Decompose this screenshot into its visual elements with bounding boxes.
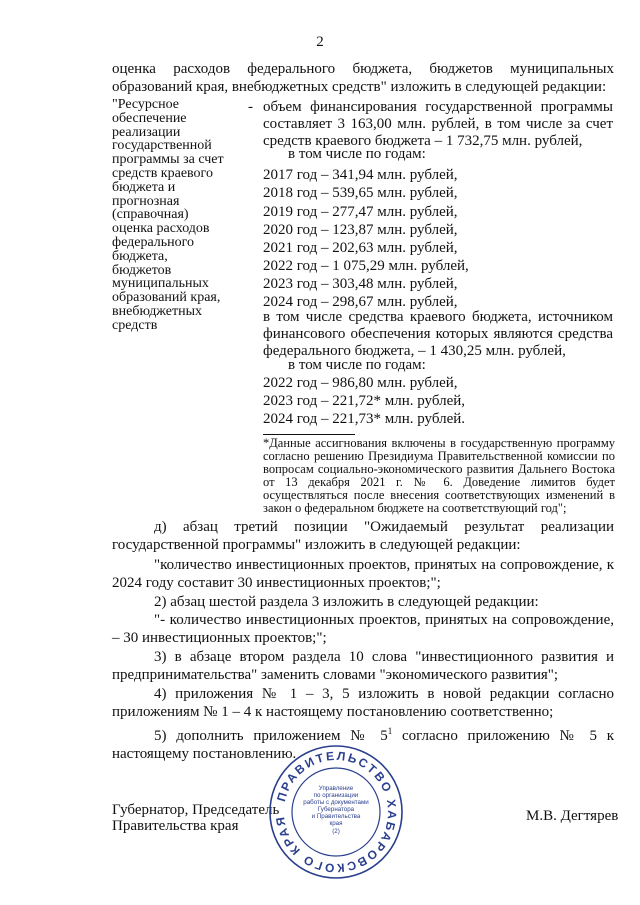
year-row-federal: 2024 год – 221,73* млн. рублей. <box>263 411 466 427</box>
year-row: 2021 год – 202,63 млн. рублей, <box>263 240 458 256</box>
signatory-position: Губернатор, Председатель Правительства края <box>112 802 280 834</box>
paragraph-3: 3) в абзаце втором раздела 10 слова "инвестиционного развития и предпринимательства" заменить словами "экономического развития"; <box>112 649 614 683</box>
signatory-name: М.В. Дегтярев <box>526 808 619 824</box>
year-row: 2018 год – 539,65 млн. рублей, <box>263 185 458 201</box>
footnote: *Данные ассигнования включены в государственную программу согласно решению Президиума Правительственной комиссии по вопросам социально-экономического развития Дальнего Востока от 13 декабря 2021 г. № 6. Доведение лимитов будет осуществляться после внесения соответствующих изменений в закон о федеральном бюджете на соответствующий год"; <box>263 436 615 515</box>
paragraph-d: д) абзац третий позиции "Ожидаемый результат реализации государственной программы" изложить в следующей редакции: <box>112 519 614 553</box>
paragraph-2-quote: "- количество инвестиционных проектов, принятых на сопровождение, – 30 инвестиционных проектов;"; <box>112 612 614 646</box>
svg-text:Губернатора: Губернатора <box>317 806 355 813</box>
year-row-federal: 2023 год – 221,72* млн. рублей, <box>263 393 466 409</box>
federal-funding: в том числе средства краевого бюджета, источником финансового обеспечения которых являются средства федерального бюджета, – 1 430,25 млн. рублей, <box>263 309 613 359</box>
svg-text:и Правительства: и Правительства <box>311 813 361 820</box>
paragraph-2: 2) абзац шестой раздела 3 изложить в следующей редакции: <box>154 594 539 610</box>
year-row: 2022 год – 1 075,29 млн. рублей, <box>263 258 469 274</box>
paragraph-5-start: 5) дополнить приложением № 5 <box>154 728 388 744</box>
svg-text:Управление: Управление <box>318 785 354 792</box>
svg-text:работы с документами: работы с документами <box>303 799 369 806</box>
position-name-column: "Ресурсное обеспечение реализации государственной программы за счет средств краевого бюджета и прогнозная (справочная) оценка расходов федерального бюджета, бюджетов муниципальных образований края, внебюджетных средств <box>112 97 224 333</box>
intro-paragraph <box>112 60 614 96</box>
intro-line-1: оценка расходов федерального бюджета, бюджетов муниципальных <box>112 61 614 77</box>
official-stamp <box>268 744 404 880</box>
paragraph-d-quote: "количество инвестиционных проектов, принятых на сопровождение, к 2024 году составит 30 инвестиционных проектов;"; <box>112 557 614 591</box>
svg-text:края: края <box>329 820 343 827</box>
year-row: 2019 год – 277,47 млн. рублей, <box>263 204 458 220</box>
by-years-label: в том числе по годам: <box>288 146 426 162</box>
svg-text:по организации: по организации <box>313 792 359 799</box>
position-dash: - <box>248 99 253 115</box>
paragraph-5-end: согласно приложению № 5 к настоящему постановлению. <box>112 728 614 762</box>
year-row: 2020 год – 123,87 млн. рублей, <box>263 222 458 238</box>
year-row: 2017 год – 341,94 млн. рублей, <box>263 167 458 183</box>
year-row-federal: 2022 год – 986,80 млн. рублей, <box>263 375 458 391</box>
superscript: 1 <box>387 726 393 736</box>
year-row: 2024 год – 298,67 млн. рублей, <box>263 294 458 310</box>
page-number: 2 <box>316 34 324 50</box>
paragraph-4: 4) приложения № 1 – 3, 5 изложить в новой редакции согласно приложениям № 1 – 4 к настоящему постановлению соответственно; <box>112 686 614 720</box>
footnote-rule <box>263 434 355 435</box>
funding-total: объем финансирования государственной программы составляет 3 163,00 млн. рублей, в том числе за счет средств краевого бюджета – 1 732,75 млн. рублей, <box>263 99 613 149</box>
year-row: 2023 год – 303,48 млн. рублей, <box>263 276 458 292</box>
by-years-label-2: в том числе по годам: <box>288 357 426 373</box>
svg-text:ПРАВИТЕЛЬСТВО ХАБАРОВСКОГО КРА: ПРАВИТЕЛЬСТВО ХАБАРОВСКОГО КРАЯ <box>272 748 400 876</box>
intro-line-2: образований края, внебюджетных средств" изложить в следующей редакции: <box>112 79 607 95</box>
svg-text:(2): (2) <box>332 828 340 835</box>
